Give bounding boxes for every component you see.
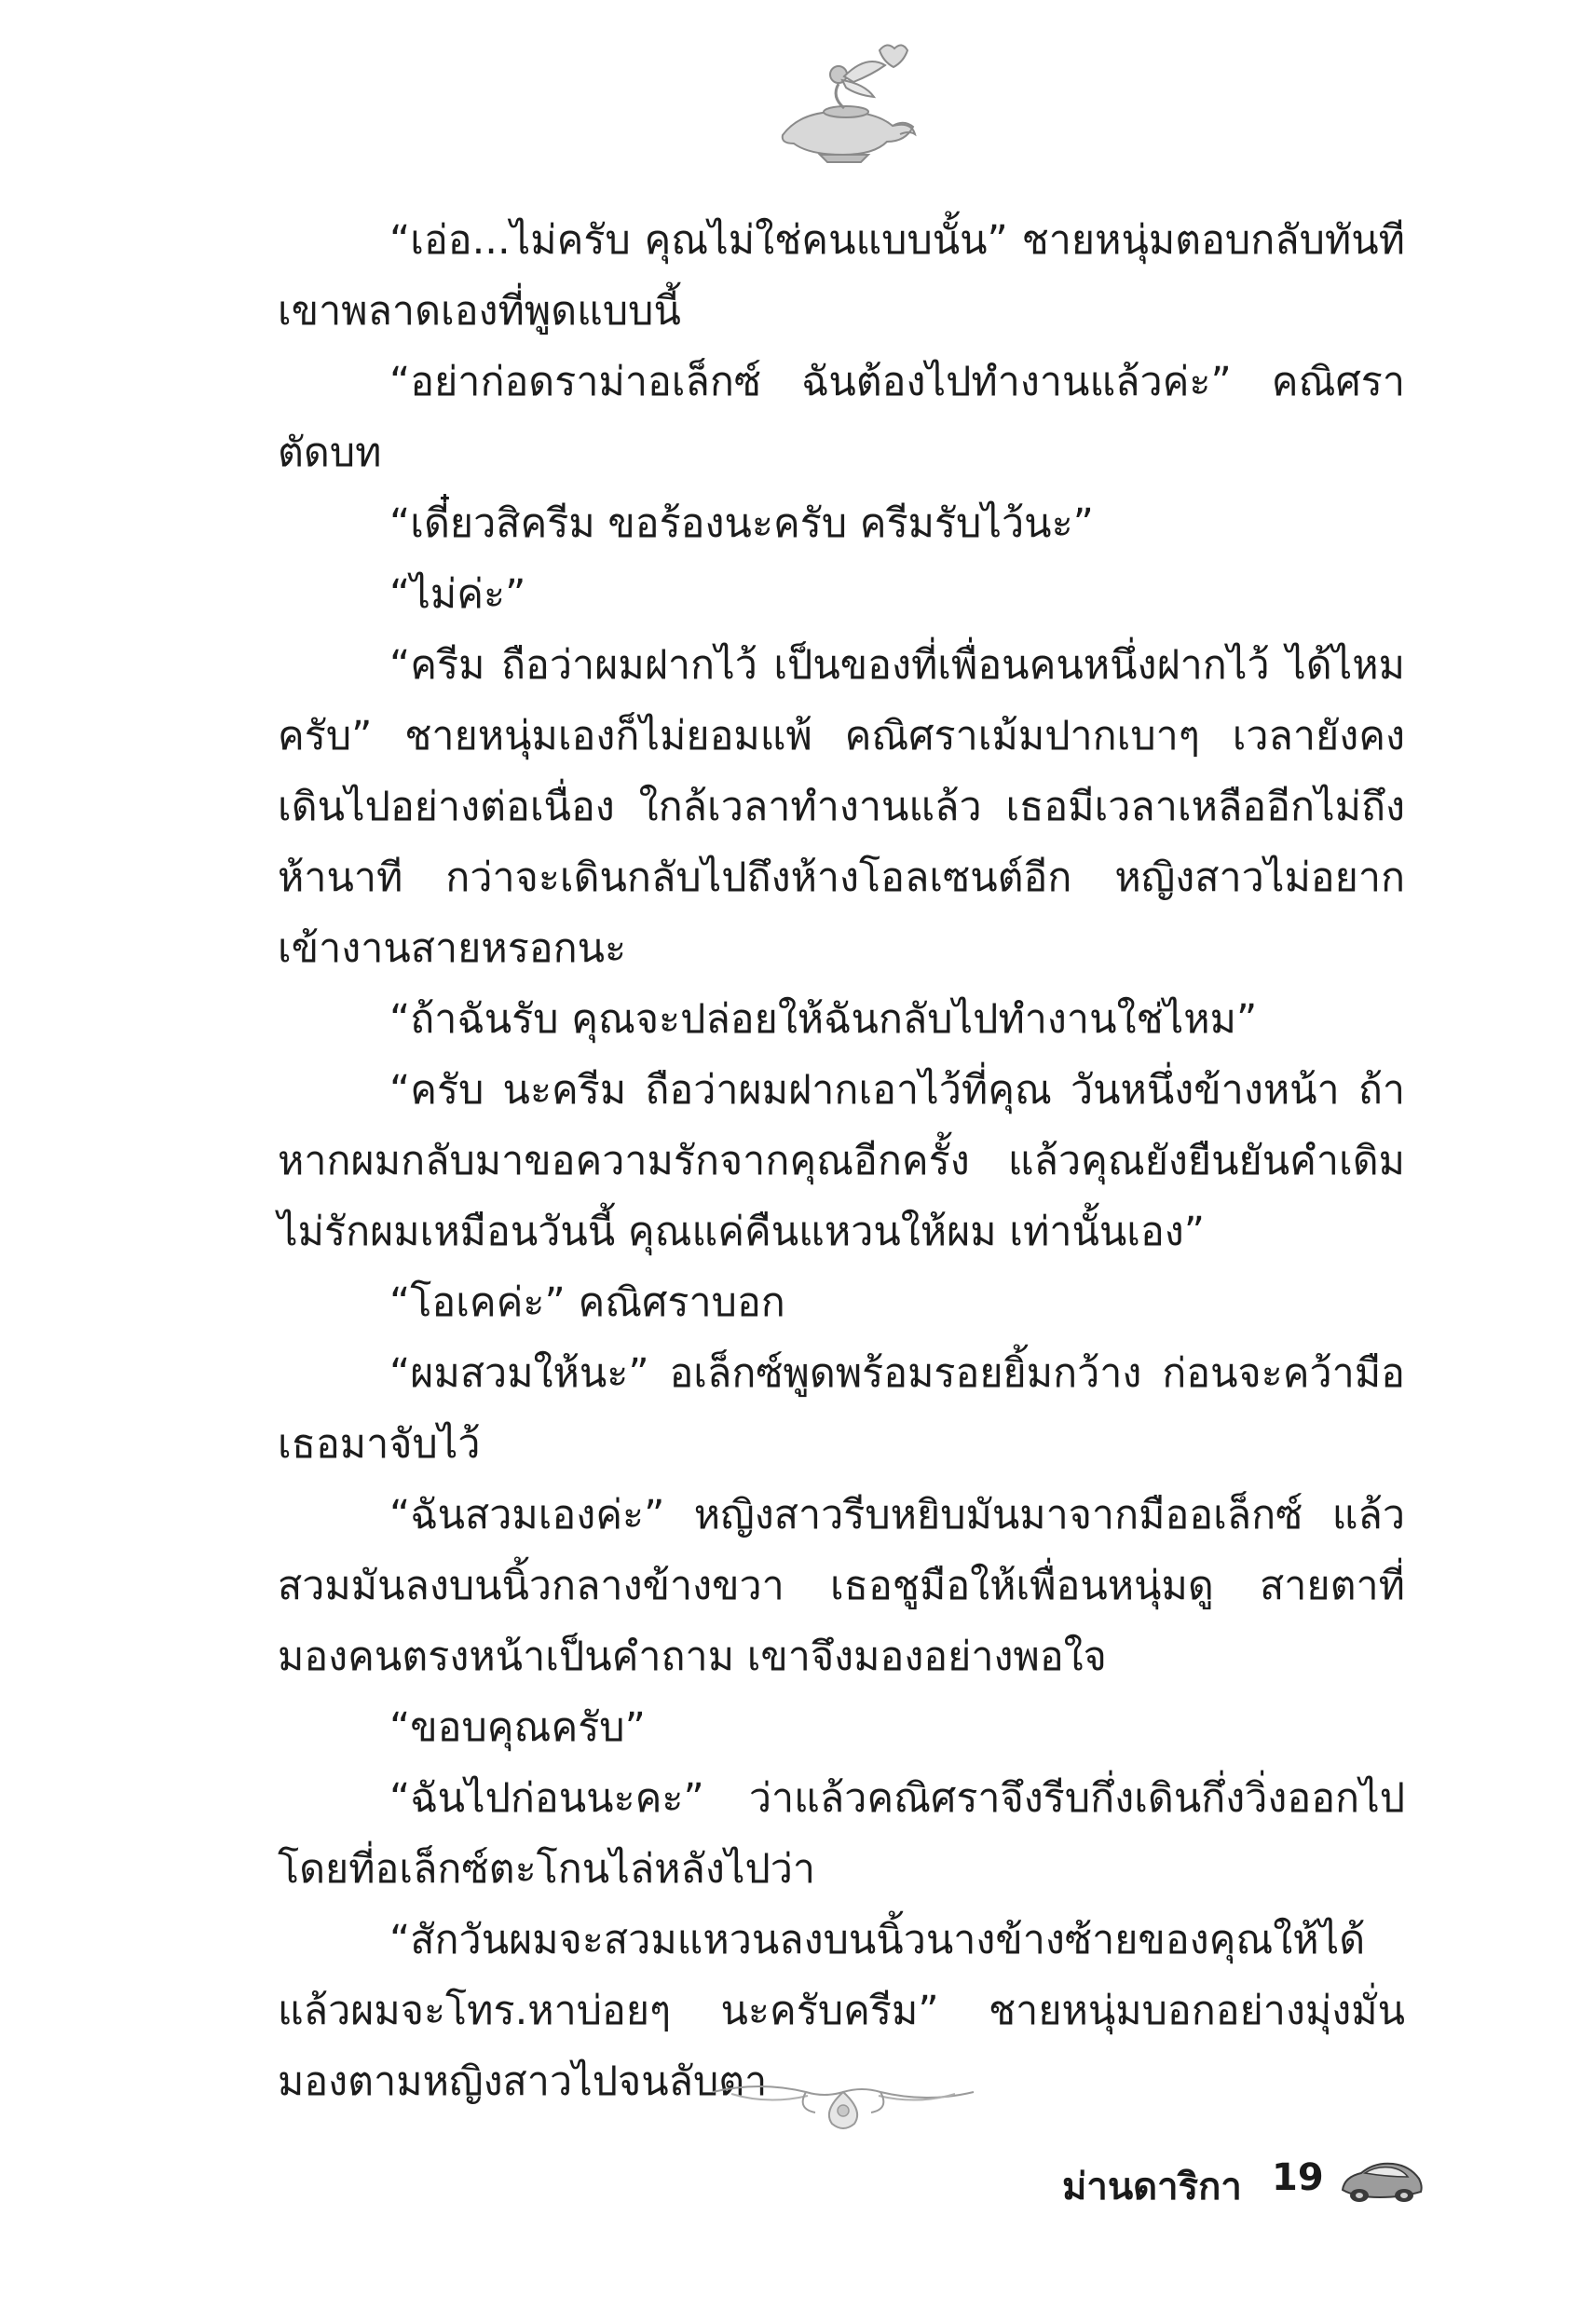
paragraph-text: “สักวันผมจะสวมแหวนลงบนนิ้วนางข้างซ้ายของคุณให้ได้ แล้วผมจะโทร.หาบ่อยๆ นะครับครีม” ชายหนุ่มบอกอย่างมุ่งมั่น มองตามหญิงสาวไปจนลับตา — [278, 1917, 1405, 2105]
paragraph — [278, 1267, 1405, 1338]
page-footer — [1062, 2140, 1528, 2233]
paragraph-text: “ขอบคุณครับ” — [389, 1704, 646, 1751]
paragraph — [278, 630, 1405, 984]
sports-car-icon — [1337, 2149, 1425, 2209]
scroll-flourish-ornament-icon — [703, 2064, 983, 2139]
page-number: 19 — [1272, 2156, 1324, 2199]
paragraph — [278, 488, 1405, 559]
paragraph-text: “เอ่อ...ไม่ครับ คุณไม่ใช่คนแบบนั้น” ชายหนุ่มตอบกลับทันที เขาพลาดเองที่พูดแบบนี้ — [278, 217, 1405, 335]
paragraph-text: “ถ้าฉันรับ คุณจะปล่อยให้ฉันกลับไปทำงานใช่ไหม” — [389, 996, 1258, 1043]
paragraph — [278, 1055, 1405, 1267]
paragraph — [278, 1480, 1405, 1692]
paragraph — [278, 1692, 1405, 1763]
paragraph-text: “ไม่ค่ะ” — [389, 571, 526, 618]
paragraph — [278, 1338, 1405, 1480]
paragraph-text: “ครีม ถือว่าผมฝากไว้ เป็นของที่เพื่อนคนหนึ่งฝากไว้ ได้ไหมครับ” ชายหนุ่มเองก็ไม่ยอมแพ้ คณิศราเม้มปากเบาๆ เวลายังคงเดินไปอย่างต่อเนื่อง ใกล้เวลาทำงานแล้ว เธอมีเวลาเหลืออีกไม่ถึงห้านาที กว่าจะเดินกลับไปถึงห้างโอลเซนต์อีก หญิงสาวไม่อยากเข้างานสายหรอกนะ — [278, 642, 1405, 972]
paragraph — [278, 205, 1405, 347]
paragraph — [278, 559, 1405, 630]
paragraph — [278, 347, 1405, 488]
paragraph — [278, 1763, 1405, 1905]
paragraph — [278, 984, 1405, 1055]
paragraph-text: “โอเคค่ะ” คณิศราบอก — [389, 1279, 785, 1326]
paragraph-text: “ฉันสวมเองค่ะ” หญิงสาวรีบหยิบมันมาจากมืออเล็กซ์ แล้วสวมมันลงบนนิ้วกลางข้างขวา เธอชูมือให้เพื่อนหนุ่มดู สายตาที่มองคนตรงหน้าเป็นคำถาม เขาจึงมองอย่างพอใจ — [278, 1492, 1405, 1680]
lamp-fairy-ornament-icon — [764, 37, 922, 168]
paragraph-text: “เดี๋ยวสิครีม ขอร้องนะครับ ครีมรับไว้นะ” — [389, 500, 1094, 547]
paragraph-text: “ผมสวมให้นะ” อเล็กซ์พูดพร้อมรอยยิ้มกว้าง ก่อนจะคว้ามือเธอมาจับไว้ — [278, 1350, 1405, 1468]
book-title: ม่านดาริกา — [1062, 2166, 1242, 2208]
paragraph-text: “อย่าก่อดราม่าอเล็กซ์ ฉันต้องไปทำงานแล้วค่ะ” คณิศราตัดบท — [278, 359, 1405, 476]
story-text — [278, 205, 1405, 2117]
paragraph-text: “ครับ นะครีม ถือว่าผมฝากเอาไว้ที่คุณ วันหนึ่งข้างหน้า ถ้าหากผมกลับมาขอความรักจากคุณอีกครั้ง แล้วคุณยังยืนยันคำเดิม ไม่รักผมเหมือนวันนี้ คุณแค่คืนแหวนให้ผม เท่านั้นเอง” — [278, 1067, 1405, 1255]
paragraph-text: “ฉันไปก่อนนะคะ” ว่าแล้วคณิศราจึงรีบกึ่งเดินกึ่งวิ่งออกไปโดยที่อเล็กซ์ตะโกนไล่หลังไปว่า — [278, 1775, 1405, 1893]
